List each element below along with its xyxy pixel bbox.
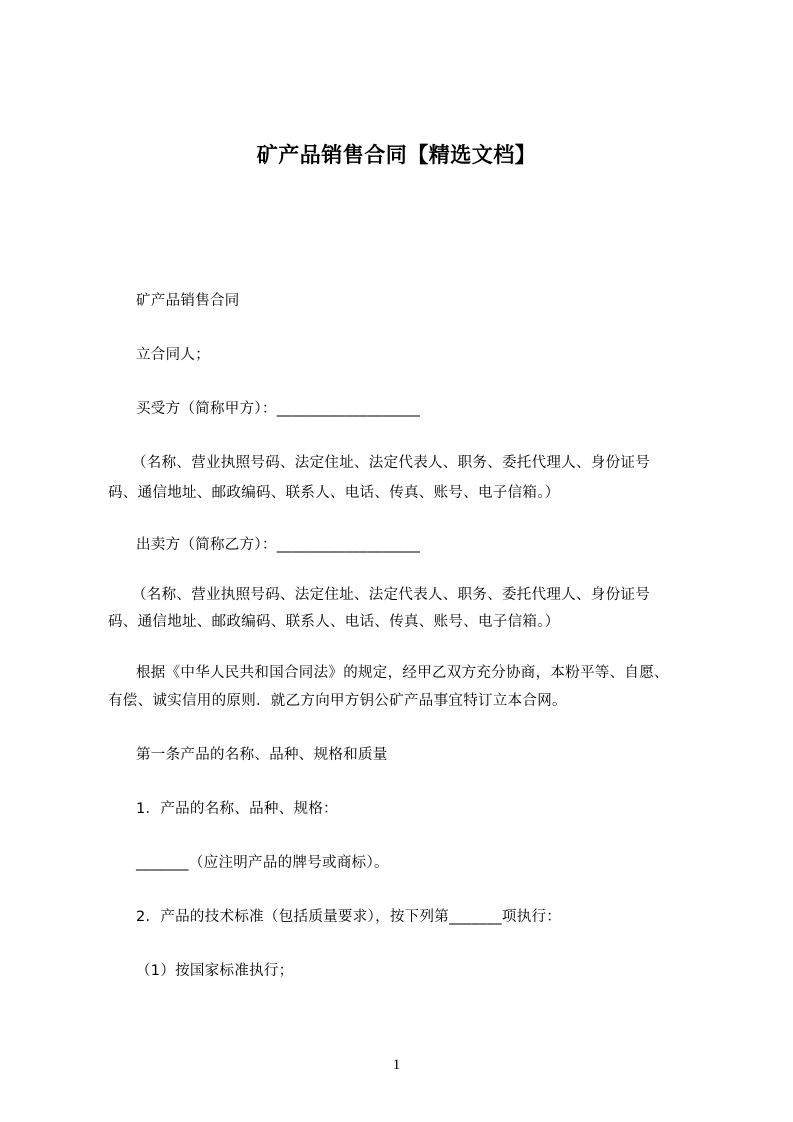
paragraph-seller-info-line1: （名称、营业执照号码、法定住址、法定代表人、职务、委托代理人、身份证号	[132, 587, 650, 603]
paragraph-basis-line1: 根据《中华人民共和国合同法》的规定，经甲乙双方充分协商，本粉平等、自愿、	[136, 665, 669, 681]
paragraph-buyer-info-line1: （名称、营业执照号码、法定住址、法定代表人、职务、委托代理人、身份证号	[132, 455, 650, 471]
clause-1-2-option-1: （1）按国家标准执行；	[136, 963, 294, 979]
page-number: 1	[392, 1057, 401, 1073]
document-title: 矿产品销售合同【精选文档】	[256, 143, 537, 167]
paragraph-contract-name: 矿产品销售合同	[136, 293, 240, 309]
article-1-heading: 第一条产品的名称、品种、规格和质量	[136, 747, 388, 763]
paragraph-seller-info-line2: 码、通信地址、邮政编码、联系人、电话、传真、账号、电子信箱。）	[108, 614, 560, 630]
clause-1-1: 1．产品的名称、品种、规格：	[136, 801, 338, 817]
paragraph-seller: 出卖方（简称乙方）：___________________	[136, 537, 421, 553]
paragraph-buyer-info-line2: 码、通信地址、邮政编码、联系人、电话、传真、账号、电子信箱。）	[108, 485, 560, 501]
clause-1-2: 2．产品的技术标准（包括质量要求），按下列第_______项执行：	[136, 909, 562, 925]
clause-1-1-blank: _______（应注明产品的牌号或商标）。	[136, 855, 389, 871]
paragraph-basis-line2: 有偿、诚实信用的原则．就乙方向甲方钥公矿产品事宜特订立本合网。	[108, 693, 567, 709]
paragraph-parties: 立合同人；	[136, 347, 210, 363]
paragraph-buyer: 买受方（简称甲方）：___________________	[136, 401, 421, 417]
